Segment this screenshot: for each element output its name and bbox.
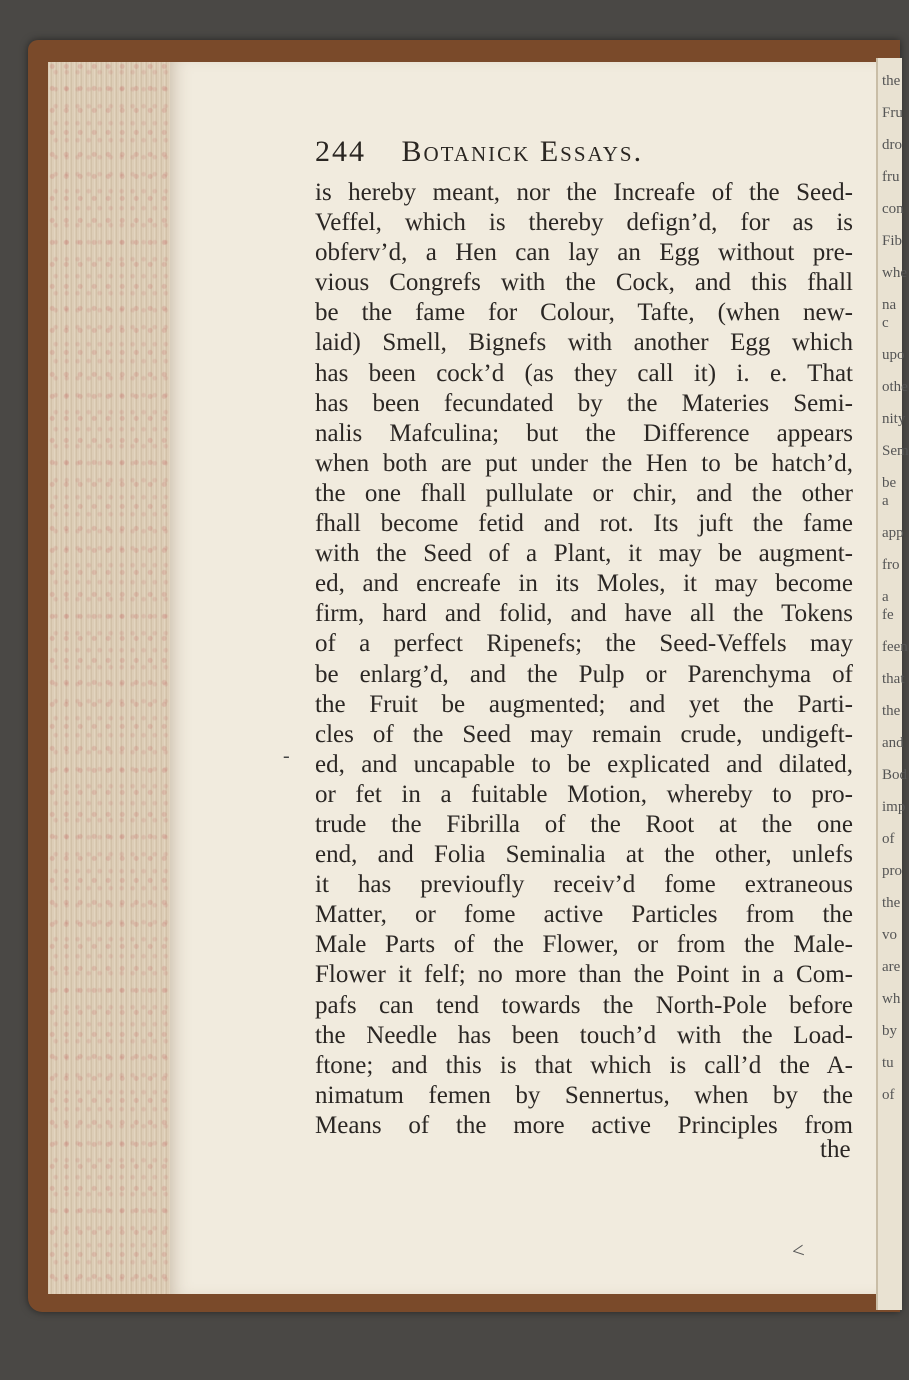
facing-page-fragment: that — [882, 671, 905, 687]
facing-page-fragment: vo — [882, 927, 897, 943]
text-line: the Needle has been touch’d with the Load- — [315, 1021, 853, 1049]
text-line: be the fame for Colour, Tafte, (when new- — [315, 299, 853, 327]
text-line: or fet in a fuitable Motion, whereby to pro- — [315, 780, 853, 808]
text-line: nimatum femen by Sennertus, when by the — [315, 1081, 853, 1109]
facing-page-fragment: feen — [882, 639, 908, 655]
facing-page-fragment: be a — [882, 475, 897, 509]
text-line: Veffel, which is thereby defign’d, for as is — [315, 209, 853, 237]
facing-page-fragment: imp — [882, 799, 906, 815]
facing-page-fragment: na c — [882, 297, 897, 331]
page-edges — [48, 62, 170, 1294]
text-line: is hereby meant, nor the Increafe of the Seed- — [315, 179, 853, 206]
facing-page-fragment: tu — [882, 1055, 894, 1071]
page-number: 244 — [315, 135, 366, 168]
text-line: when both are put under the Hen to be hatch’d, — [315, 449, 853, 477]
facing-page-fragment: the — [882, 73, 901, 89]
margin-mark: - — [283, 745, 290, 767]
text-line: the Fruit be augmented; and yet the Parti- — [315, 690, 853, 718]
text-line: end, and Folia Seminalia at the other, unlefs — [315, 841, 853, 869]
text-line: laid) Smell, Bignefs with another Egg which — [315, 329, 853, 357]
facing-page-fragment: Sem — [882, 443, 909, 459]
facing-page-fragment: wh — [882, 991, 901, 1007]
text-line: be enlarg’d, and the Pulp or Parenchyma of — [315, 660, 853, 688]
facing-page-fragment: upo — [882, 347, 905, 363]
text-line: cles of the Seed may remain crude, undigeft- — [315, 720, 853, 748]
text-line: ftone; and this is that which is call’d the A- — [315, 1051, 853, 1079]
text-line: Male Parts of the Flower, or from the Male- — [315, 931, 853, 959]
text-line: obferv’d, a Hen can lay an Egg without pre- — [315, 239, 853, 267]
facing-page-fragment: pro — [882, 863, 902, 879]
text-line: Means of the more active Principles from — [315, 1111, 853, 1139]
facing-page-fragment: dro — [882, 137, 902, 153]
text-line: fhall become fetid and rot. Its juft the fame — [315, 510, 853, 538]
text-line: ed, and uncapable to be explicated and dilated, — [315, 750, 853, 778]
text-line: Matter, or fome active Particles from the — [315, 901, 853, 929]
facing-page-fragment: fro — [882, 557, 900, 573]
facing-page-fragment: con — [882, 201, 904, 217]
facing-page-fragment: and — [882, 735, 904, 751]
text-line: ed, and encreafe in its Moles, it may become — [315, 570, 853, 598]
facing-page-fragment: Fib — [882, 233, 903, 249]
text-line: of a perfect Ripenefs; the Seed-Veffels may — [315, 630, 853, 658]
page-header — [315, 135, 855, 169]
text-line: it has previoufly receiv’d fome extraneous — [315, 871, 853, 899]
body-text — [315, 178, 853, 1141]
facing-page-edge — [876, 58, 909, 1310]
text-line: trude the Fibrilla of the Root at the one — [315, 810, 853, 838]
text-line: with the Seed of a Plant, it may be augment- — [315, 540, 853, 568]
text-line: firm, hard and folid, and have all the Tokens — [315, 600, 853, 628]
facing-page-fragment: the — [882, 703, 901, 719]
text-line: vious Congrefs with the Cock, and this fhall — [315, 269, 853, 297]
facing-page-fragment: app — [882, 525, 904, 541]
facing-page-fragment: whe — [882, 265, 907, 281]
text-line: has been fecundated by the Materies Semi- — [315, 389, 853, 417]
catchword: the — [820, 1136, 851, 1163]
facing-page-fragment: of — [882, 1087, 895, 1103]
text-line: the one fhall pullulate or chir, and the other — [315, 479, 853, 507]
facing-page-fragment: nity — [882, 411, 906, 427]
facing-page-fragment: by — [882, 1023, 897, 1039]
facing-page-fragment: are — [882, 959, 901, 975]
text-line: nalis Mafculina; but the Difference appears — [315, 419, 853, 447]
facing-page-fragment: a fe — [882, 589, 894, 623]
facing-page-fragment: the — [882, 895, 901, 911]
text-line: pafs can tend towards the North-Pole before — [315, 991, 853, 1019]
text-line: has been cock’d (as they call it) i. e. That — [315, 359, 853, 387]
facing-page-fragment: of — [882, 831, 895, 847]
text-line: Flower it felf; no more than the Point in a Com- — [315, 961, 853, 989]
facing-page-fragment: fru — [882, 169, 900, 185]
facing-page-fragment: othe — [882, 379, 908, 395]
facing-page-fragment: Bod — [882, 767, 908, 783]
facing-page-fragment: Fru — [882, 105, 903, 121]
running-title: Botanick Essays. — [401, 135, 644, 168]
pencil-mark-icon: < — [790, 1237, 807, 1264]
